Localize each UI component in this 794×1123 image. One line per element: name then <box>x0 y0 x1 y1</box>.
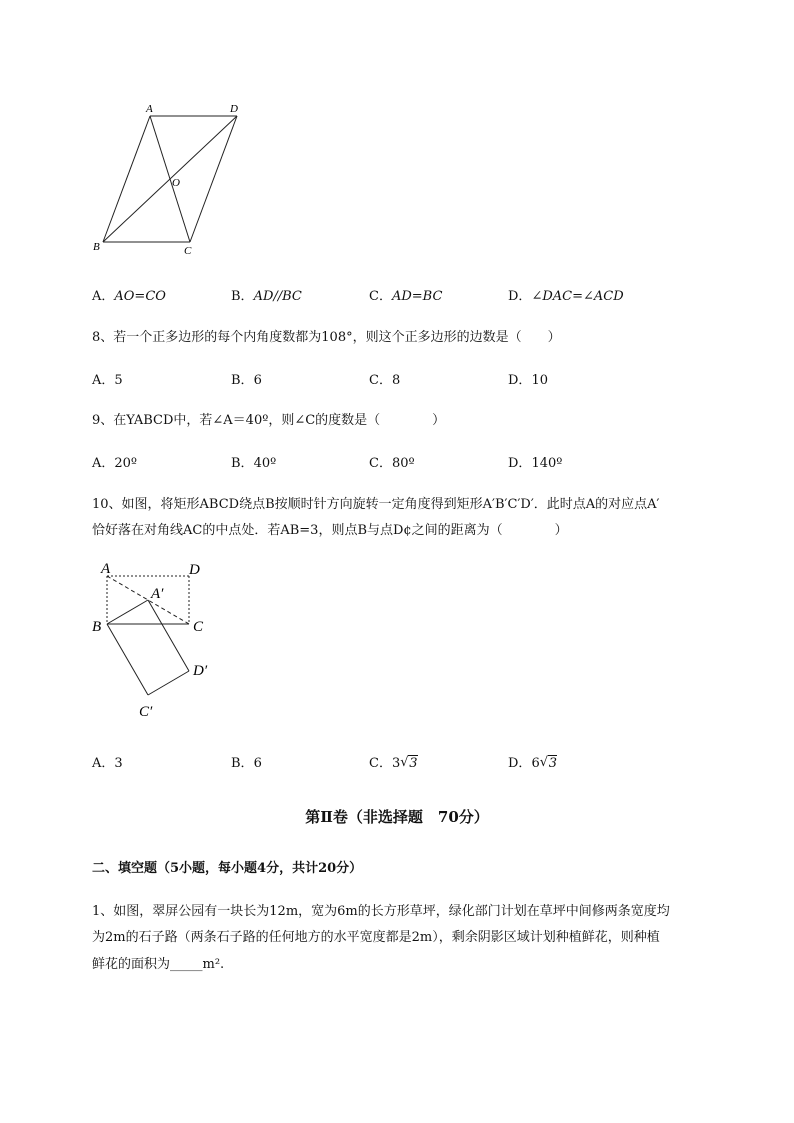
label-b: B <box>93 241 100 253</box>
fill-q1-line3: 鲜花的面积为_____m². <box>92 957 225 972</box>
figure-parallelogram <box>80 96 280 266</box>
label-c: C <box>184 245 192 257</box>
fill-q1-line2: 为2m的石子路（两条石子路的任何地方的水平宽度都是2m），剩余阴影区域计划种植鲜花，则种植 <box>92 930 660 945</box>
figure-rotated-rectangle <box>86 556 226 726</box>
q7-option-a[interactable]: A．AO=CO <box>92 289 166 304</box>
diagonal-bd <box>103 116 237 242</box>
q8-option-c[interactable]: C．8 <box>369 373 401 388</box>
side-dc <box>190 116 237 242</box>
q9-option-c[interactable]: C．80º <box>369 456 415 471</box>
q10-option-c[interactable]: C．3 √ 3 <box>369 755 418 771</box>
q8-stem: 8、若一个正多边形的每个内角度数都为108°，则这个正多边形的边数是（ ） <box>92 330 561 345</box>
label-o: O <box>172 177 180 189</box>
part-two-heading: 第Ⅱ卷（非选择题 70分） <box>305 808 489 826</box>
q7-option-b[interactable]: B．AD//BC <box>231 289 302 304</box>
fig10-label-c: C <box>193 619 204 635</box>
fig10-label-a-prime: A′ <box>151 586 164 602</box>
q8-option-a[interactable]: A．5 <box>92 373 123 388</box>
q10-stem-line1: 10、如图，将矩形ABCD绕点B按顺时针方向旋转一定角度得到矩形A′B′C′D′．此时点A的对应点A′ <box>92 497 660 512</box>
fig10-label-a: A <box>101 561 111 577</box>
q7-option-c[interactable]: C．AD=BC <box>369 289 443 304</box>
q9-stem: 9、在YABCD中，若∠A＝40º，则∠C的度数是（ ） <box>92 413 446 428</box>
fig10-label-d: D <box>189 562 200 578</box>
q9-option-a[interactable]: A．20º <box>92 456 138 471</box>
q10-option-d[interactable]: D．6 √ 3 <box>508 755 557 771</box>
fig10-label-c-prime: C′ <box>139 704 153 720</box>
q9-option-d[interactable]: D．140º <box>508 456 563 471</box>
rotated-side-ad <box>148 600 189 671</box>
q7-option-d[interactable]: D．∠DAC=∠ACD <box>508 289 624 304</box>
label-a: A <box>146 103 153 115</box>
sqrt-symbol: √ 3 <box>400 755 418 771</box>
sqrt-symbol: √ 3 <box>539 755 557 771</box>
q8-option-d[interactable]: D．10 <box>508 373 548 388</box>
fig10-label-d-prime: D′ <box>193 663 208 679</box>
q8-option-b[interactable]: B．6 <box>231 373 262 388</box>
rotated-side-cb <box>107 624 148 695</box>
rotated-side-dc <box>148 671 189 695</box>
label-d: D <box>230 103 238 115</box>
side-ba <box>103 116 150 242</box>
rotated-side-ba <box>107 600 148 624</box>
q10-stem-line2: 恰好落在对角线AC的中点处．若AB=3，则点B与点D¢之间的距离为（ ） <box>92 523 568 538</box>
q9-option-b[interactable]: B．40º <box>231 456 277 471</box>
fill-q1-line1: 1、如图，翠屏公园有一块长为12m，宽为6m的长方形草坪，绿化部门计划在草坪中间修两条宽度均 <box>92 904 670 919</box>
fig10-label-b: B <box>92 619 102 635</box>
q10-option-a[interactable]: A．3 <box>92 756 123 771</box>
fill-in-section-title: 二、填空题（5小题，每小题4分，共计20分） <box>92 861 363 876</box>
q10-option-b[interactable]: B．6 <box>231 756 262 771</box>
